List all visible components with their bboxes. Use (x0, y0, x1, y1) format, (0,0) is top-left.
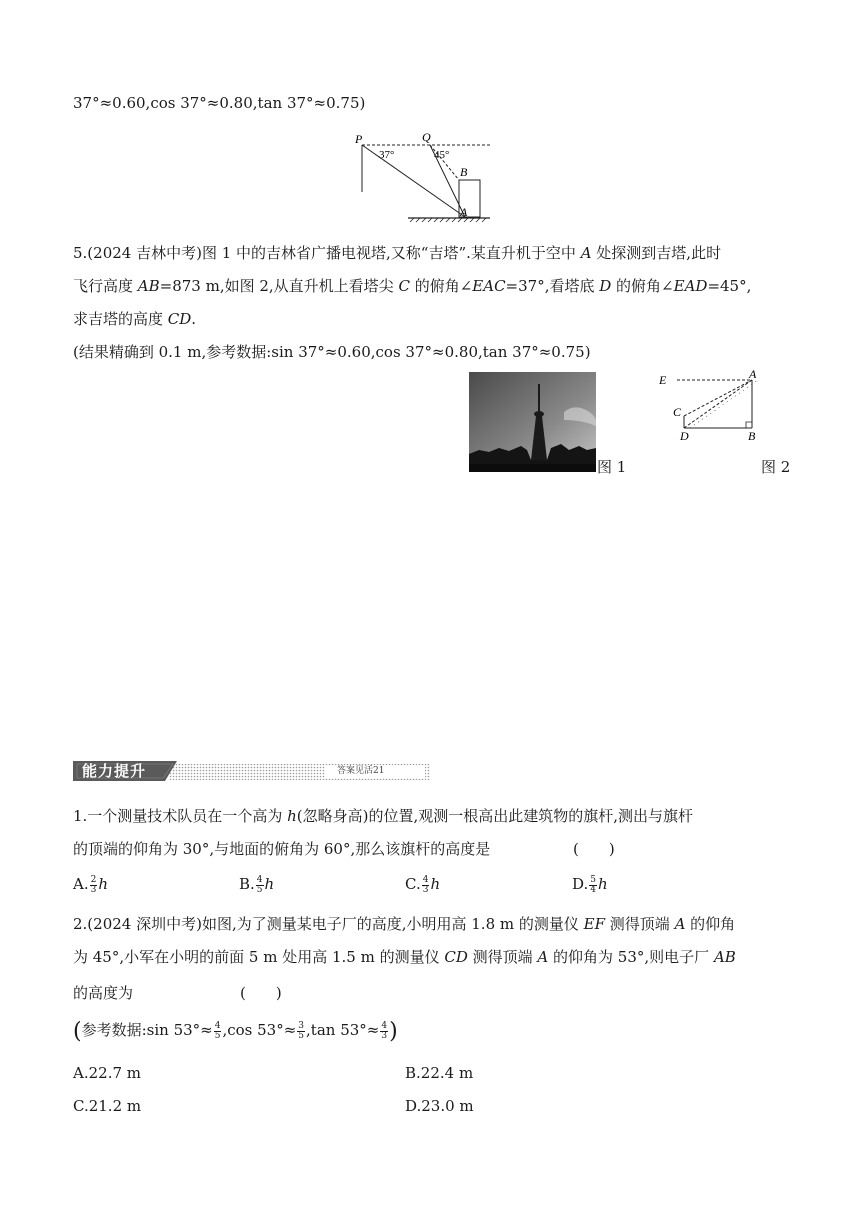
fig-label-p: P (355, 132, 363, 146)
problem5-reference-data: (结果精确到 0.1 m,参考数据:sin 37°≈0.60,cos 37°≈0.80,tan 37°≈0.75) (73, 343, 591, 361)
q2-line2: 为 45°,小军在小明的前面 5 m 处用高 1.5 m 的测量仪 CD 测得顶端 A 的仰角为 53°,则电子厂 AB (73, 948, 736, 966)
q1-line2: 的顶端的仰角为 30°,与地面的俯角为 60°,那么该旗杆的高度是 (73, 840, 491, 858)
q1-option-b[interactable]: B. $\frac{4}{5}$ h (239, 874, 275, 895)
q1-answer-paren: ( ) (573, 840, 615, 858)
q2-option-c[interactable]: C.21.2 m (73, 1097, 142, 1115)
fig-label-q: Q (422, 130, 431, 144)
q1-option-a[interactable]: A. $\frac{2}{3}$ h (73, 874, 109, 895)
q2-option-b[interactable]: B.22.4 m (405, 1064, 474, 1082)
problem5-line2: 飞行高度 AB=873 m,如图 2,从直升机上看塔尖 C 的俯角∠EAC=37°,看塔底 D 的俯角∠EAD=45°, (73, 277, 752, 295)
problem5-line1: 5.(2024 吉林中考)图 1 中的吉林省广播电视塔,又称“吉塔”.某直升机于空中 A 处探测到吉塔,此时 (73, 244, 722, 262)
figure2-label: 图 2 (761, 458, 791, 476)
prev-problem-data-tail: 37°≈0.60,cos 37°≈0.80,tan 37°≈0.75) (73, 94, 366, 112)
section-banner-ability (73, 760, 430, 782)
fig2-label-b: B (748, 429, 756, 443)
q2-line3: 的高度为 (73, 984, 134, 1002)
q2-option-a[interactable]: A.22.7 m (73, 1064, 141, 1082)
tower-photo (469, 372, 596, 472)
section-title: 能力提升 (82, 762, 147, 780)
q2-option-d[interactable]: D.23.0 m (405, 1097, 474, 1115)
figure2-diagram (655, 370, 765, 470)
fig-angle-45: 45° (434, 149, 450, 161)
q2-line1: 2.(2024 深圳中考)如图,为了测量某电子厂的高度,小明用高 1.8 m 的测量仪 EF 测得顶端 A 的仰角 (73, 915, 736, 933)
q2-answer-paren: ( ) (240, 984, 282, 1002)
q1-option-c[interactable]: C. $\frac{4}{3}$ h (405, 874, 441, 895)
q1-line1: 1.一个测量技术队员在一个高为 h(忽略身高)的位置,观测一根高出此建筑物的旗杆,测出与旗杆 (73, 807, 694, 825)
fig2-label-c: C (673, 405, 682, 419)
fig2-label-d: D (680, 429, 689, 443)
prev-problem-figure (350, 128, 500, 226)
answer-reference: 答案见活21 (337, 766, 385, 776)
q2-reference-data: (参考数据:sin 53°≈ $\frac{4}{5}$ ,cos 53°≈ $\frac{3}{5}$ ,tan 53°≈ $\frac{4}{3}$ ) (73, 1019, 398, 1044)
q1-option-d[interactable]: D. $\frac{5}{4}$ h (572, 874, 608, 895)
figure1-label: 图 1 (597, 458, 627, 476)
fig-label-b: B (460, 165, 468, 179)
problem5-line3: 求吉塔的高度 CD. (73, 310, 197, 328)
fig2-label-a: A (749, 370, 757, 381)
fig2-label-e: E (659, 373, 667, 387)
fig-label-a: A (460, 205, 468, 219)
fig-angle-37: 37° (379, 149, 395, 161)
